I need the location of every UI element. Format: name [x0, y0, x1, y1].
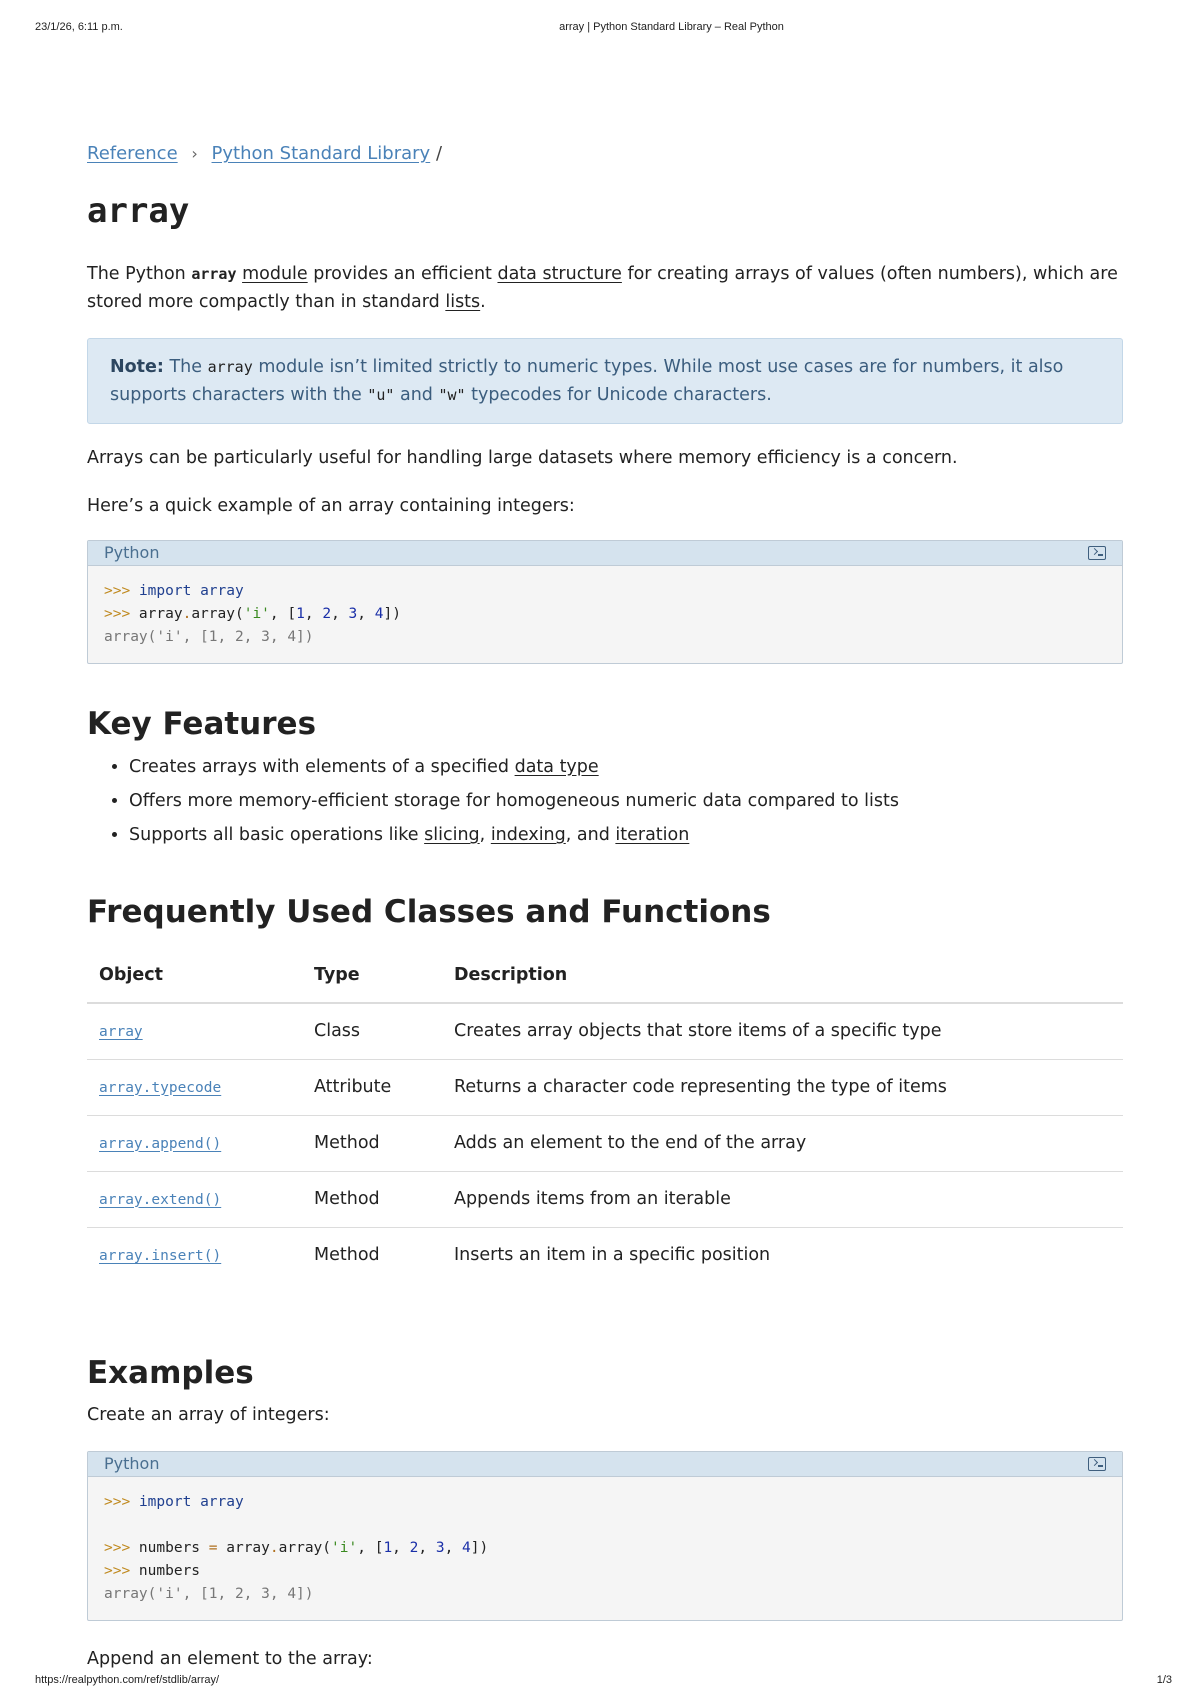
page-title: array: [87, 191, 190, 231]
breadcrumb-trailing-slash: /: [435, 143, 443, 164]
code-block-header: [88, 541, 1122, 566]
terminal-icon[interactable]: [1088, 1457, 1106, 1471]
object-type: Method: [302, 1171, 442, 1227]
print-url: https://realpython.com/ref/stdlib/array/: [35, 1674, 220, 1686]
breadcrumb: [87, 138, 1123, 170]
key-features-list: [87, 750, 1123, 852]
print-header: [0, 21, 1200, 41]
append-intro: Append an element to the array:: [87, 1649, 373, 1669]
examples-intro: Create an array of integers:: [87, 1405, 330, 1425]
list-item: • Offers more memory-efficient storage for homogeneous numeric data compared to lists: [129, 784, 1123, 818]
example-intro-paragraph: Here’s a quick example of an array containing integers:: [87, 496, 575, 516]
column-header-description: Description: [442, 947, 1123, 1003]
table-row: [87, 1171, 1123, 1227]
code-block-header: [88, 1452, 1122, 1477]
api-table: [87, 947, 1123, 1283]
note-label: Note:: [110, 357, 164, 377]
object-link[interactable]: array.typecode: [99, 1079, 222, 1096]
object-type: Class: [302, 1003, 442, 1059]
terminal-icon[interactable]: [1088, 546, 1106, 560]
inline-code-array: array: [191, 265, 237, 283]
column-header-type: Type: [302, 947, 442, 1003]
breadcrumb-reference-link[interactable]: Reference: [87, 143, 178, 164]
table-row: [87, 1003, 1123, 1059]
lists-link[interactable]: lists: [445, 292, 481, 312]
print-footer: [0, 1674, 1200, 1694]
data-structure-link[interactable]: data structure: [497, 264, 622, 284]
code-block-2: [87, 1451, 1123, 1621]
code-block-body: >>> import array >>> array.array('i', [1, 2, 3, 4]) array('i', [1, 2, 3, 4]): [104, 583, 401, 645]
table-header-row: [87, 947, 1123, 1003]
column-header-object: Object: [87, 947, 302, 1003]
object-type: Attribute: [302, 1059, 442, 1115]
key-features-heading: Key Features: [87, 706, 317, 742]
article: [87, 138, 1123, 1673]
intro-paragraph: The Python array module provides an efficient data structure for creating arrays of values (often numbers), which are stored more compactly than in standard lists.: [87, 264, 1118, 312]
note-callout: Note: The array module isn’t limited strictly to numeric types. While most use cases are for numbers, it also supports characters with the "u" and "w" typecodes for Unicode characters.: [87, 338, 1123, 424]
print-page-number: 1/3: [1156, 1674, 1172, 1686]
code-language-label: Python: [104, 1454, 160, 1473]
object-type: Method: [302, 1115, 442, 1171]
table-row: [87, 1115, 1123, 1171]
data-type-link[interactable]: data type: [514, 757, 599, 777]
object-description: Adds an element to the end of the array: [442, 1115, 1123, 1171]
memory-paragraph: Arrays can be particularly useful for handling large datasets where memory efficiency is a concern.: [87, 448, 958, 468]
indexing-link[interactable]: indexing: [490, 825, 566, 845]
code-block-1: [87, 540, 1123, 664]
object-description: Creates array objects that store items of a specific type: [442, 1003, 1123, 1059]
object-type: Method: [314, 1245, 380, 1266]
table-row: [87, 1227, 1123, 1283]
code-language-label: Python: [104, 543, 160, 562]
object-description: Inserts an item in a specific position: [454, 1245, 771, 1266]
frequently-used-heading: Frequently Used Classes and Functions: [87, 894, 771, 930]
breadcrumb-separator: ›: [191, 144, 198, 163]
object-link[interactable]: array.insert(): [99, 1247, 222, 1264]
object-link[interactable]: array.extend(): [99, 1191, 222, 1208]
print-datetime: 23/1/26, 6:11 p.m.: [35, 21, 123, 33]
iteration-link[interactable]: iteration: [615, 825, 690, 845]
examples-heading: Examples: [87, 1355, 254, 1391]
list-item: • Supports all basic operations like slicing, indexing, and iteration: [129, 818, 1123, 852]
object-link[interactable]: array.append(): [99, 1135, 222, 1152]
table-row: [87, 1059, 1123, 1115]
list-item: • Creates arrays with elements of a specified data type: [129, 750, 1123, 784]
object-description: Appends items from an iterable: [442, 1171, 1123, 1227]
slicing-link[interactable]: slicing: [424, 825, 480, 845]
breadcrumb-stdlib-link[interactable]: Python Standard Library: [211, 143, 431, 164]
module-link[interactable]: module: [242, 264, 308, 284]
code-block-body: >>> import array >>> numbers = array.array('i', [1, 2, 3, 4]) >>> numbers array('i', [1, 2, 3, 4]): [104, 1494, 489, 1602]
object-link[interactable]: array: [99, 1023, 143, 1040]
object-description: Returns a character code representing the type of items: [442, 1059, 1123, 1115]
print-page-title: array | Python Standard Library – Real Python: [559, 21, 784, 33]
